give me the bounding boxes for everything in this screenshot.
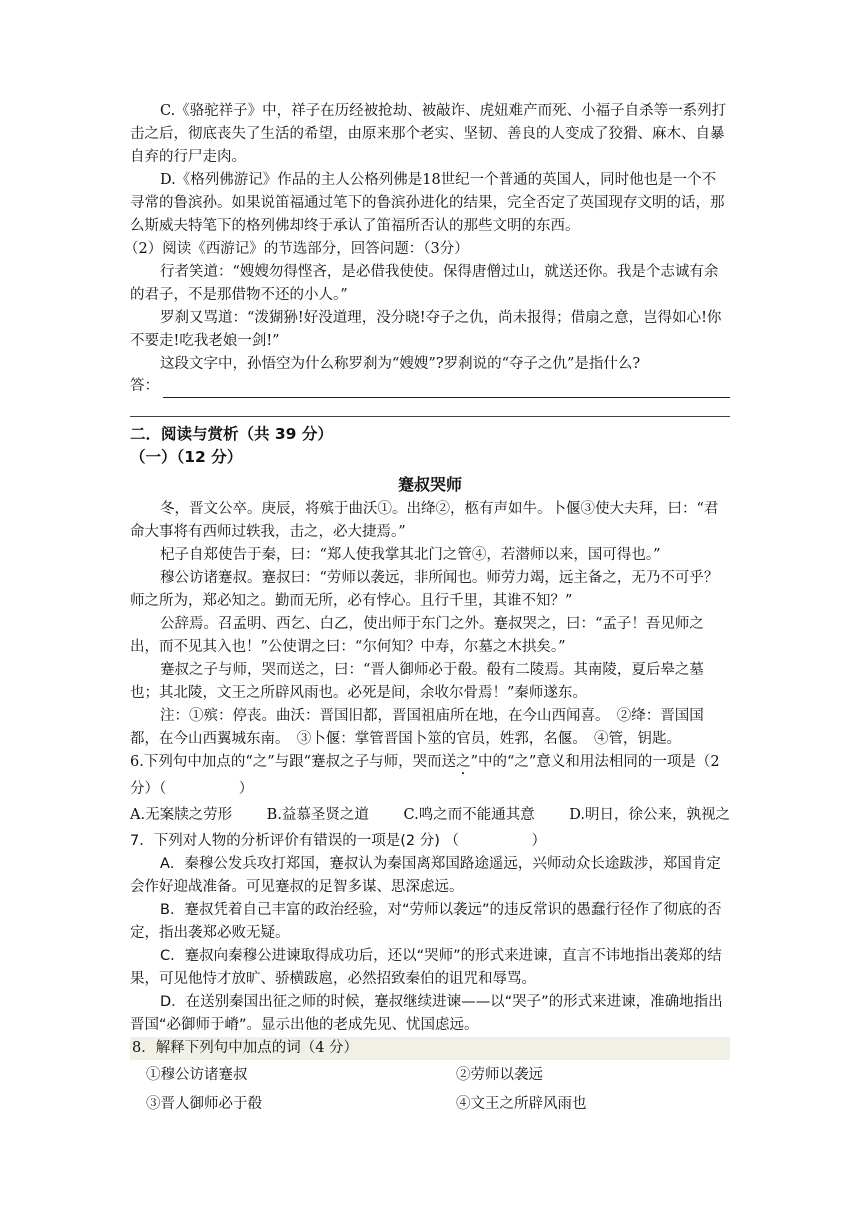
excerpt-paragraph-1: 行者笑道：“嫂嫂勿得悭吝，是必借我使使。保得唐僧过山，就送还你。我是个志诚有余的君子，不是那借物不还的小人。” <box>130 264 719 303</box>
answer-rule <box>163 381 730 398</box>
passage-paragraph-4: 公辞焉。召孟明、西乞、白乙，使出师于东门之外。蹇叔哭之，曰：“孟子！吾见师之出，而不见其入也！”公使谓之曰：“尔何知？中寿，尔墓之木拱矣。” <box>130 616 704 655</box>
question-8-items <box>130 1064 730 1116</box>
question-text: 这段文字中，孙悟空为什么称罗刹为“嫂嫂”?罗刹说的“夺子之仇”是指什么? <box>160 356 641 372</box>
q6-stem-dotted-char: 之 <box>456 754 471 770</box>
question-7-stem: 7．下列对人物的分析评价有错误的一项是(2 分) （ ） <box>130 833 546 849</box>
passage-paragraph-5: 蹇叔之子与师，哭而送之，曰：“晋人御师必于殽。殽有二陵焉。其南陵，夏后皋之墓也；其北陵，文王之所辟风雨也。必死是间，余收尔骨焉！”秦师遂东。 <box>130 662 704 701</box>
subsection-heading: （一）（12 分） <box>130 448 243 466</box>
answer-label: 答： <box>130 378 159 394</box>
q7-option-d[interactable]: D．在送别秦国出征之师的时候，蹇叔继续进谏——以“哭子”的形式来进谏，准确地指出晋国“必御师于嵴”。显示出他的老成先见、忧国虑远。 <box>130 994 723 1033</box>
q7-option-a[interactable]: A．秦穆公发兵攻打郑国，蹇叔认为秦国离郑国路途遥远，兴师动众长途跋涉，郑国肯定会作好迎战准备。可见蹇叔的足智多谋、思深虑远。 <box>130 856 721 895</box>
q6-option-c[interactable]: C.鸣之而不能通其意 <box>403 807 535 823</box>
q6-option-d[interactable]: D.明日，徐公来，孰视之 <box>569 807 730 823</box>
q6-option-b[interactable]: B.益慕圣贤之道 <box>266 807 369 823</box>
answer-line[interactable] <box>130 376 730 398</box>
section-heading: 二．阅读与赏析（共 39 分） <box>130 425 333 443</box>
option-d-text: D.《格列佛游记》作品的主人公格列佛是18世纪一个普通的英国人，同时他也是一个不寻常的鲁滨孙。如果说笛福通过笔下的鲁滨孙进化的结果，完全否定了英国现存文明的话，那么斯威夫特笔下的格列佛却终于承认了笛福所否认的那些文明的东西。 <box>130 172 725 234</box>
question-6-stem <box>130 751 730 801</box>
q6-stem-part-a: 6.下列句中加点的“之”与跟“蹇叔之子与师，哭而送 <box>130 754 457 770</box>
q7-option-b[interactable]: B．蹇叔凭着自己丰富的政治经验，对“劳师以袭远”的违反常识的愚蠢行径作了彻底的否定，指出袭郑必败无疑。 <box>130 902 722 941</box>
q8-item-1: ①穆公访诸蹇叔 <box>146 1067 248 1083</box>
q7-option-c[interactable]: C．蹇叔向秦穆公进谏取得成功后，还以“哭师”的形式来进谏，直言不讳地指出袭郑的结果，可见他恃才放旷、骄横跋扈，必然招致秦伯的诅咒和辱骂。 <box>130 948 722 987</box>
q8-item-4: ④文王之所辟风雨也 <box>456 1096 587 1112</box>
question-8-stem: 8．解释下列句中加点的词（4 分） <box>130 1037 730 1060</box>
q8-item-3: ③晋人御师必于殽 <box>146 1096 262 1112</box>
section-divider <box>130 416 730 417</box>
option-c-text: C.《骆驼祥子》中，祥子在历经被抢劫、被敲诈、虎妞难产而死、小福子自杀等一系列打击之后，彻底丧失了生活的希望，由原来那个老实、坚韧、善良的人变成了狡猾、麻木、自暴自弃的行尸走肉。 <box>130 103 727 165</box>
q6-option-a[interactable]: A.无案牍之劳形 <box>130 807 233 823</box>
passage-paragraph-2: 杞子自郑使告于秦，曰：“郑人使我掌其北门之管④，若潜师以来，国可得也。” <box>160 547 661 563</box>
q8-item-2: ②劳师以袭远 <box>456 1067 543 1083</box>
document-page <box>124 100 730 1116</box>
question-6-options <box>130 804 730 827</box>
q6-stem-part-b: ”中的“之”意义和用法相同的一项是（2 分）（ ） <box>130 754 720 797</box>
passage-paragraph-3: 穆公访诸蹇叔。蹇叔曰：“劳师以袭远，非所闻也。师劳力竭，远主备之，无乃不可乎？师之所为，郑必知之。勤而无所，必有悖心。且行千里，其谁不知？” <box>130 570 719 609</box>
excerpt-paragraph-2: 罗刹又骂道：“泼猢狲!好没道理，没分晓!夺子之仇，尚未报得；借扇之意，岂得如心!你不要走!吃我老娘一剑!” <box>130 310 722 349</box>
passage-paragraph-1: 冬，晋文公卒。庚辰，将殡于曲沃①。出绛②，柩有声如牛。卜偃③使大夫拜，曰：“君命大事将有西师过轶我，击之，必大捷焉。” <box>130 501 719 540</box>
passage-notes: 注：①殡：停丧。曲沃：晋国旧都，晋国祖庙所在地，在今山西闻喜。 ②绛：晋国国都，在今山西翼城东南。 ③卜偃：掌管晋国卜筮的官员，姓郛，名偃。 ④管，钥匙。 <box>130 708 704 747</box>
passage-title: 蹇叔哭师 <box>397 475 462 494</box>
question-2-stem: （2）阅读《西游记》的节选部分，回答问题：（3分） <box>124 241 469 257</box>
